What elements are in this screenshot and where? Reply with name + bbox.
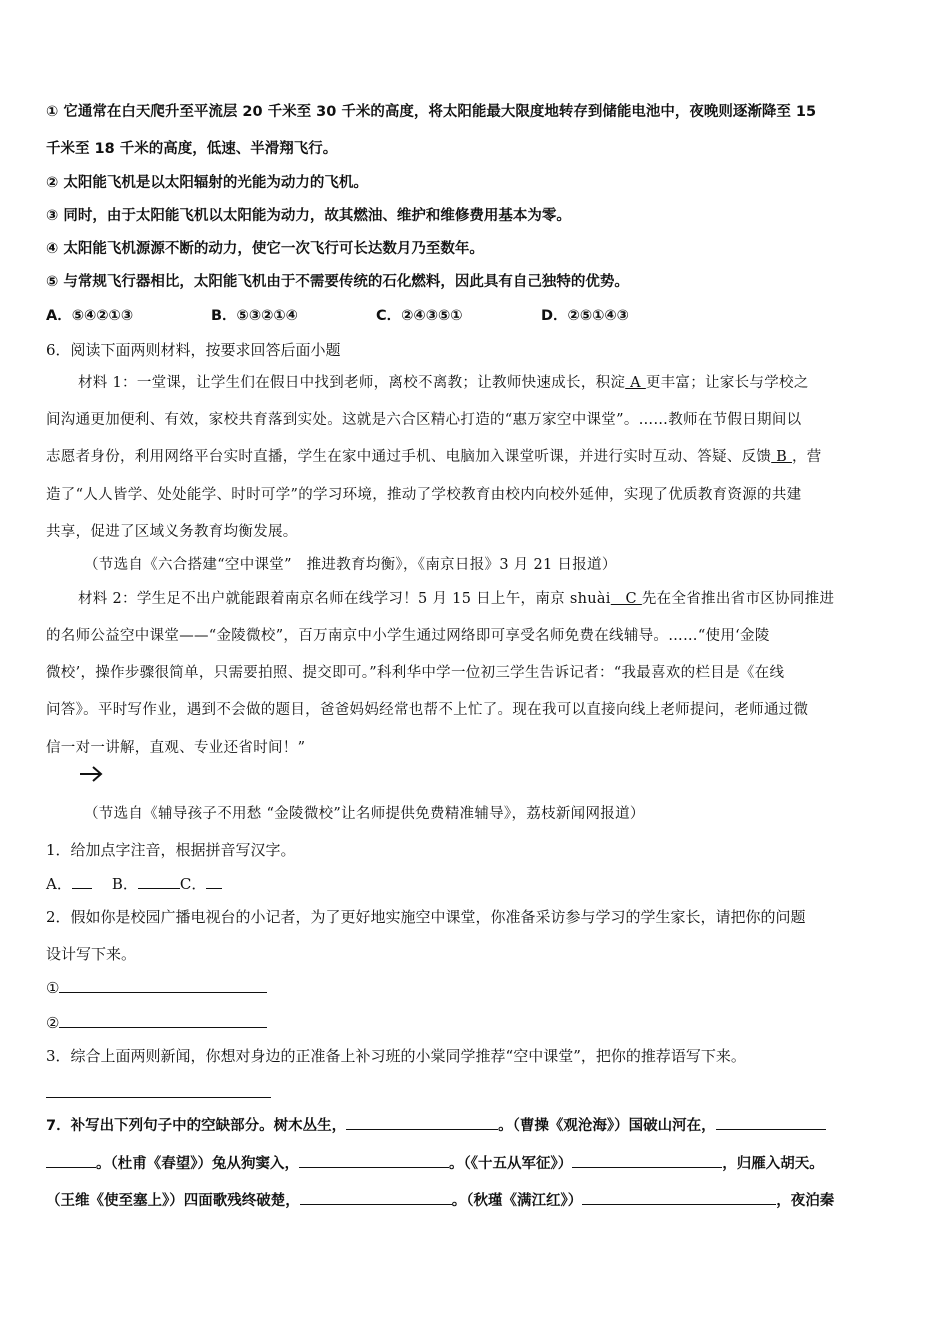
q7-line1 [46, 1115, 826, 1136]
material1-line3-text: 志愿者身份，利用网络平台实时直播，学生在家中通过手机、电脑加入课堂听课，并进行实时互动、答疑、反馈 [46, 449, 772, 465]
material2-line1-text: 材料 2：学生足不出户就能跟着南京名师在线学习！5 月 15 日上午，南京 shuài [78, 591, 611, 607]
material1-line3-text-end: ，营 [791, 449, 822, 465]
right-arrow-icon [78, 764, 104, 784]
material2-line2: 的名师公益空中课堂——“金陵微校”，百万南京中小学生通过网络即可享受名师免费在线辅导。……“使用‘金陵 [46, 628, 770, 644]
answer-a-blank[interactable] [72, 874, 92, 889]
q6-sub1: 1．给加点字注音，根据拼音写汉字。 [46, 841, 296, 859]
material1-line1-text-end: 更丰富；让家长与学校之 [645, 375, 809, 391]
q5-sentence-2: ② 太阳能飞机是以太阳辐射的光能为动力的飞机。 [46, 175, 368, 191]
q7-blank-2[interactable] [716, 1115, 826, 1130]
q5-option-a: A．⑤④②①③ [46, 308, 134, 324]
question-2-blank[interactable] [59, 1013, 267, 1028]
q7-text-7: 。（秋瑾《满江红》） [451, 1193, 583, 1209]
blank-b-marker: B [771, 449, 792, 465]
q7-blank-4[interactable] [572, 1153, 722, 1168]
material2-line4: 问答》。平时写作业，遇到不会做的题目，爸爸妈妈经常也帮不上忙了。现在我可以直接向线上老师提问，老师通过微 [46, 702, 809, 718]
q5-option-b: B．⑤③②①④ [211, 308, 298, 324]
q7-line3 [46, 1190, 834, 1211]
material1-line4: 造了“人人皆学、处处能学、时时可学”的学习环境，推动了学校教育由校内向校外延伸，实现了优质教育资源的共建 [46, 487, 802, 503]
material2-line3: 微校’，操作步骤很简单，只需要拍照、提交即可。”科利华中学一位初三学生告诉记者：“我最喜欢的栏目是《在线 [46, 665, 785, 681]
q7-text-4: 。（《十五从军征》） [449, 1156, 573, 1172]
q7-blank-6[interactable] [582, 1190, 776, 1205]
q7-text-8: ，夜泊秦 [776, 1193, 835, 1209]
q5-sentence-5: ⑤ 与常规飞行器相比，太阳能飞机由于不需要传统的石化燃料，因此具有自己独特的优势。 [46, 274, 629, 290]
q5-option-d: D．②⑤①④③ [541, 308, 629, 324]
question-1-blank[interactable] [59, 978, 267, 993]
circle-2-label: ② [46, 1014, 60, 1032]
q6-sub1-answers [46, 874, 222, 894]
material1-line3 [46, 447, 822, 467]
q7-line2 [46, 1153, 824, 1174]
q6-sub3: 3．综合上面两则新闻，你想对身边的正准备上补习班的小棠同学推荐“空中课堂”，把你的推荐语写下来。 [46, 1047, 746, 1065]
blank-a-marker: A [625, 375, 646, 391]
material1-source: （节选自《六合搭建“空中课堂” 推进教育均衡》，《南京日报》3 月 21 日报道） [84, 557, 617, 573]
material1-line2: 间沟通更加便利、有效，家校共育落到实处。这就是六合区精心打造的“惠万家空中课堂”。……教师在节假日期间以 [46, 412, 802, 428]
q5-option-c: C．②④③⑤① [376, 308, 463, 324]
q7-blank-2-cont[interactable] [46, 1153, 96, 1168]
answer-b-blank[interactable] [138, 874, 180, 889]
question-line-2 [46, 1013, 267, 1033]
answer-b-label: B． [111, 875, 138, 893]
material2-line5: 信一对一讲解，直观、专业还省时间！” [46, 740, 306, 756]
material1-line1-text: 材料 1：一堂课，让学生们在假日中找到老师，离校不离教；让教师快速成长，积淀 [78, 375, 626, 391]
q7-blank-5[interactable] [300, 1190, 452, 1205]
material1-line1 [78, 373, 809, 393]
q6-sub2-cont: 设计写下来。 [46, 945, 137, 963]
question-line-1 [46, 978, 267, 998]
q7-blank-1[interactable] [346, 1115, 498, 1130]
material2-source: （节选自《辅导孩子不用愁 “金陵微校”让名师提供免费精准辅导》，荔枝新闻网报道） [84, 806, 645, 822]
q6-sub2: 2．假如你是校园广播电视台的小记者，为了更好地实施空中课堂，你准备采访参与学习的学生家长，请把你的问题 [46, 908, 806, 926]
q7-text-6: （王维《使至塞上》）四面歌残终破楚， [46, 1193, 300, 1209]
material2-line1 [78, 589, 834, 609]
q5-sentence-1: ① 它通常在白天爬升至平流层 20 千米至 30 千米的高度，将太阳能最大限度地转存到储能电池中，夜晚则逐渐降至 15 [46, 104, 817, 120]
q5-options [46, 306, 629, 326]
q7-text-5: ，归雁入胡天。 [722, 1156, 824, 1172]
q5-sentence-1-cont: 千米至 18 千米的高度，低速、半滑翔飞行。 [46, 141, 338, 157]
q7-blank-3[interactable] [299, 1153, 449, 1168]
blank-c-marker: C [610, 591, 642, 607]
q7-text-2: 。（曹操《观沧海》）国破山河在， [498, 1118, 716, 1134]
answer-a-label: A． [46, 875, 72, 893]
q5-sentence-4: ④ 太阳能飞机源源不断的动力，使它一次飞行可长达数月乃至数年。 [46, 241, 484, 257]
q7-text-3: 。（杜甫《春望》）兔从狗窦入， [96, 1156, 299, 1172]
q6-heading: 6．阅读下面两则材料，按要求回答后面小题 [46, 341, 341, 359]
answer-c-blank[interactable] [206, 874, 222, 889]
circle-1-label: ① [46, 979, 60, 997]
q7-text-1: 7．补写出下列句子中的空缺部分。树木丛生， [46, 1118, 347, 1134]
recommendation-blank[interactable] [46, 1097, 271, 1098]
material2-line1-text-end: 先在全省推出省市区协同推进 [641, 591, 835, 607]
q5-sentence-3: ③ 同时，由于太阳能飞机以太阳能为动力，故其燃油、维护和维修费用基本为零。 [46, 208, 571, 224]
material1-line5: 共享，促进了区域义务教育均衡发展。 [46, 524, 298, 540]
answer-c-label: C． [179, 875, 207, 893]
